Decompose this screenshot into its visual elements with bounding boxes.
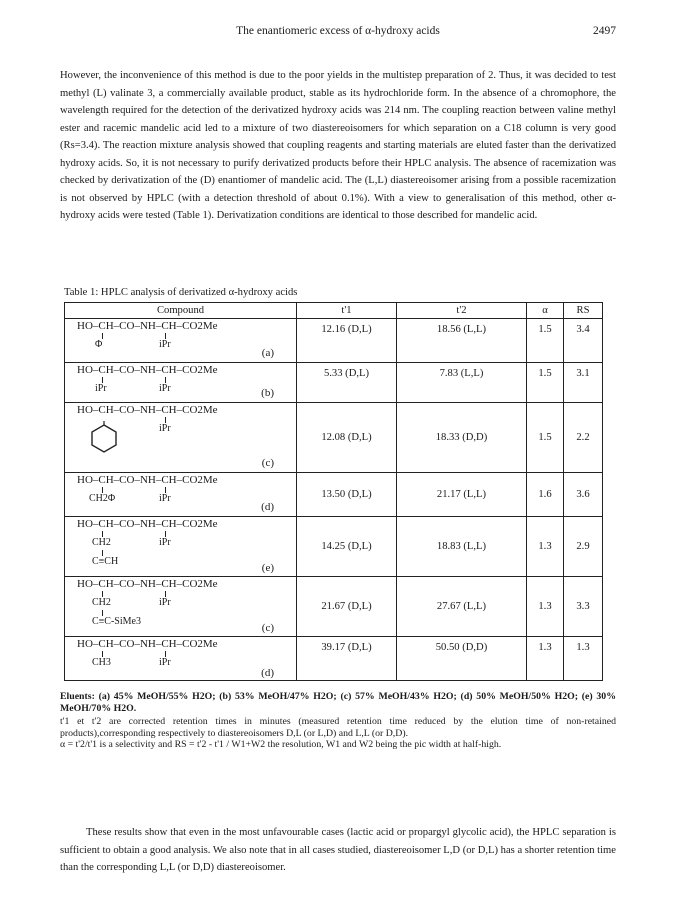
structure-ipr: iPr: [159, 493, 171, 504]
structure-formula: HO–CH–CO–NH–CH–CO2Me: [77, 474, 218, 486]
table-row: [65, 473, 603, 517]
structure-ipr: iPr: [159, 537, 171, 548]
page-number: 2497: [593, 25, 616, 37]
cyclohexyl-ring-icon: [89, 421, 119, 453]
t1-value: 12.16 (D,L): [297, 319, 397, 363]
structure-substituent: iPr: [95, 383, 107, 394]
table-caption: Table 1: HPLC analysis of derivatized α-hydroxy acids: [64, 287, 298, 298]
compound-structure: [65, 637, 297, 681]
structure-substituent: CH3: [92, 657, 111, 668]
structure-formula: HO–CH–CO–NH–CH–CO2Me: [77, 518, 218, 530]
t2-value: 18.56 (L,L): [397, 319, 527, 363]
table-header-row: [65, 303, 603, 319]
rs-value: 1.3: [564, 637, 603, 681]
structure-ipr: iPr: [159, 657, 171, 668]
structure-formula: HO–CH–CO–NH–CH–CO2Me: [77, 404, 218, 416]
alpha-value: 1.5: [527, 403, 564, 473]
running-title: The enantiomeric excess of α-hydroxy acids: [236, 25, 440, 37]
header-alpha: α: [527, 303, 564, 319]
table-row: [65, 319, 603, 363]
t1-value: 21.67 (D,L): [297, 577, 397, 637]
table-footnote-retention: t'1 et t'2 are corrected retention times in minutes (measured retention time reduced by the elution time of non-retained products),corresponding respectively to diastereoisomers D,L (or L,D) and L,L (or D,D).: [60, 716, 616, 739]
body-paragraph: These results show that even in the most unfavourable cases (lactic acid or propargyl glycolic acid), the HPLC separation is sufficient to obtain a good analysis. We also note that in all cases studied, diastereoisomer L,D (or D,L) has a shorter retention time than the corresponding L,L (or D,D) diastereoisomer.: [60, 827, 616, 873]
compound-letter: (c): [261, 457, 274, 469]
alpha-value: 1.3: [527, 637, 564, 681]
table-row: [65, 403, 603, 473]
structure-formula: HO–CH–CO–NH–CH–CO2Me: [77, 578, 218, 590]
header-rs: RS: [564, 303, 603, 319]
structure-ipr: iPr: [159, 339, 171, 350]
t2-value: 7.83 (L,L): [397, 363, 527, 403]
structure-formula: HO–CH–CO–NH–CH–CO2Me: [77, 638, 218, 650]
table-row: [65, 577, 603, 637]
rs-value: 2.9: [564, 517, 603, 577]
compound-structure: [65, 363, 297, 403]
compound-structure: [65, 577, 297, 637]
table-row: [65, 363, 603, 403]
running-head: [60, 25, 616, 41]
alpha-value: 1.3: [527, 577, 564, 637]
rs-value: 3.6: [564, 473, 603, 517]
table-footnote-alpha: α = t'2/t'1 is a selectivity and RS = t'2 - t'1 / W1+W2 the resolution, W1 and W2 being the pic width at half-high.: [60, 739, 502, 750]
compound-structure: [65, 319, 297, 363]
t1-value: 5.33 (D,L): [297, 363, 397, 403]
t2-value: 18.33 (D,D): [397, 403, 527, 473]
t2-value: 18.83 (L,L): [397, 517, 527, 577]
rs-value: 3.3: [564, 577, 603, 637]
rs-value: 3.4: [564, 319, 603, 363]
table-row: [65, 517, 603, 577]
table-footnote-eluents: [60, 691, 616, 715]
structure-ipr: iPr: [159, 597, 171, 608]
alpha-value: 1.6: [527, 473, 564, 517]
structure-substituent-2: C≡C-SiMe3: [92, 616, 141, 627]
t2-value: 21.17 (L,L): [397, 473, 527, 517]
structure-formula: HO–CH–CO–NH–CH–CO2Me: [77, 364, 218, 376]
compound-structure: [65, 517, 297, 577]
eluents-text: Eluents: (a) 45% MeOH/55% H2O; (b) 53% MeOH/47% H2O; (c) 57% MeOH/43% H2O; (d) 50% MeOH/50% H2O; (e) 30% MeOH/70% H2O.: [60, 691, 616, 714]
structure-substituent: CH2: [92, 597, 111, 608]
alpha-value: 1.5: [527, 319, 564, 363]
body-paragraph: However, the inconvenience of this method is due to the poor yields in the multistep preparation of 2. Thus, it was decided to test methyl (L) valinate 3, a commercially available product, stable as its hydrochloride form. In the absence of a chromophore, the wavelength required for the detection of the derivatized hydroxy acids was 214 nm. The coupling reaction between valine methyl ester and racemic mandelic acid led to a mixture of two diastereoisomers for which separation on a C18 column is very good (Rs=3.4). The reaction mixture analysis showed that coupling reagents and starting materials are eluted faster than the derivatized hydroxy acids. So, it is not necessary to purify derivatized products before their HPLC analysis. The absence of racemization was checked by derivatization of the (D) enantiomer of mandelic acid. The (L,L) diastereoisomer arising from a possible racemization is not observed by HPLC (with a detection threshold of about 0.1%). With a view to generalisation of this method, other α-hydroxy acids were tested (Table 1). Derivatization conditions are identical to those described for mandelic acid.: [60, 70, 616, 221]
compound-letter: (a): [261, 347, 274, 359]
structure-substituent: Φ: [95, 339, 103, 350]
t2-value: 27.67 (L,L): [397, 577, 527, 637]
structure-substituent: CH2: [92, 537, 111, 548]
alpha-value: 1.3: [527, 517, 564, 577]
header-t1: t'1: [297, 303, 397, 319]
compound-structure: [65, 473, 297, 517]
t1-value: 12.08 (D,L): [297, 403, 397, 473]
compound-letter: (c): [261, 622, 274, 634]
rs-value: 3.1: [564, 363, 603, 403]
structure-ipr: iPr: [159, 383, 171, 394]
hplc-table: [64, 302, 603, 681]
table-row: [65, 637, 603, 681]
structure-substituent: CH2Φ: [89, 493, 116, 504]
compound-letter: (e): [261, 562, 274, 574]
t1-value: 13.50 (D,L): [297, 473, 397, 517]
rs-value: 2.2: [564, 403, 603, 473]
header-compound: Compound: [65, 303, 297, 319]
compound-letter: (d): [261, 667, 274, 679]
alpha-value: 1.5: [527, 363, 564, 403]
compound-letter: (b): [261, 387, 274, 399]
compound-letter: (d): [261, 501, 274, 513]
header-t2: t'2: [397, 303, 527, 319]
structure-ipr: iPr: [159, 423, 171, 434]
t1-value: 14.25 (D,L): [297, 517, 397, 577]
t1-value: 39.17 (D,L): [297, 637, 397, 681]
t2-value: 50.50 (D,D): [397, 637, 527, 681]
compound-structure: [65, 403, 297, 473]
structure-substituent-2: C≡CH: [92, 556, 119, 567]
structure-formula: HO–CH–CO–NH–CH–CO2Me: [77, 320, 218, 332]
